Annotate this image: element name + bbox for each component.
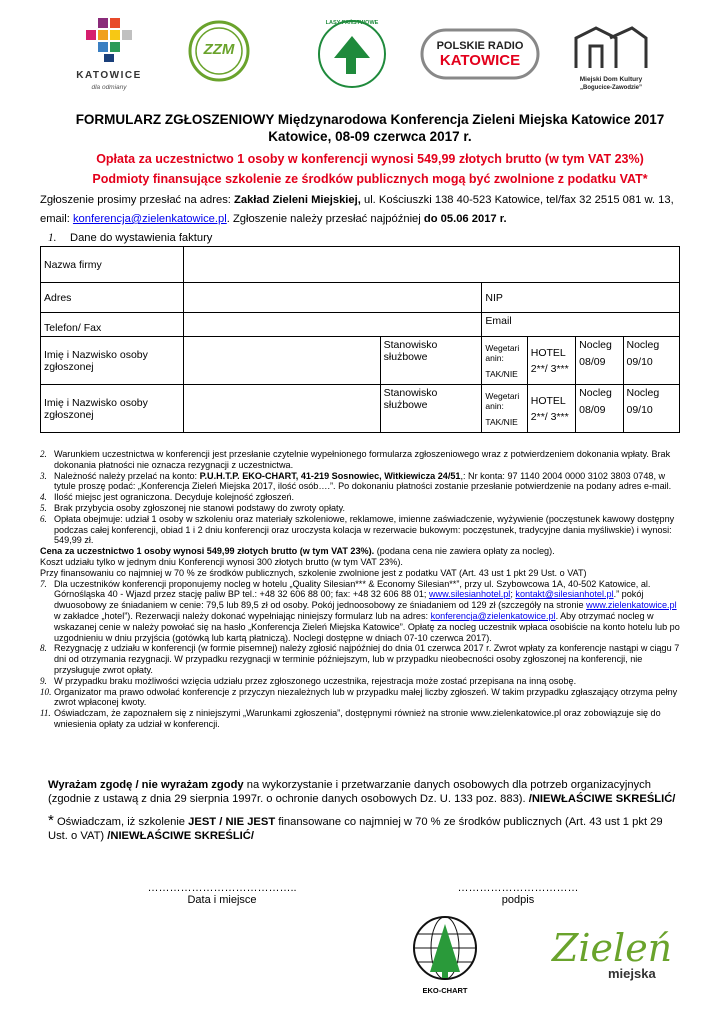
note-7-num: 7.	[40, 578, 47, 589]
submission-address	[40, 193, 690, 207]
note-6-num: 6.	[40, 513, 47, 524]
lasy-panstwowe-logo	[316, 14, 388, 94]
submission-email-line	[40, 212, 690, 226]
hotel-website-link[interactable]: www.silesianhotel.pl	[428, 589, 511, 600]
consent-choice: Wyrażam zgodę / nie wyrażam zgody	[48, 779, 244, 791]
row-person-1	[41, 337, 680, 385]
nocleg2-0910[interactable]	[623, 385, 680, 433]
signature-label: podpis	[501, 894, 535, 906]
row-person-2	[41, 385, 680, 433]
fee-line: Opłata za uczestnictwo 1 osoby w konferencji wynosi 549,99 złotych brutto (w tym VAT 23%)	[96, 152, 644, 166]
email-label: email:	[40, 213, 73, 225]
note-5-num: 5.	[40, 502, 47, 513]
note-2	[40, 449, 685, 471]
address-input[interactable]	[184, 283, 482, 313]
vegetarian2-option: TAK/NIE	[485, 417, 518, 427]
note-7-t5: . Aby otrzymać nocleg w wskazanej cenie w należy powołać się na hasło „Konferencja Zieleń Miejska Katowice”. Opłatę za nocleg uczestnik wpłaca osobiście na konto hotelu lub po uzgodnieniu w dniu przyjścia (gotówką lub kartą płatniczą). Noclegi dostępne w dniach 07-10 czerwca 2017).	[54, 610, 680, 643]
note-8-text: Rezygnację z udziału w konferencji (w formie pisemnej) należy zgłosić najpóźniej do dnia 01 czerwca 2017 r. Zwrot wpłaty za konferencje nastąpi w ciągu 7 dni od otrzymania rezygnacji. W przypadku rezygnacji w terminie późniejszym, lub w przypadku nieobecności osoby zgłoszonej na konferencji, nie przysługuje zwrot opłaty.	[54, 643, 680, 675]
header-logos	[0, 14, 725, 104]
nocleg1-0809[interactable]	[576, 337, 623, 385]
nocleg2a-label: Nocleg	[579, 387, 612, 399]
declaration-strike-note: /NIEWŁAŚCIWE SKREŚLIĆ/	[107, 830, 254, 842]
conference-email-link[interactable]: konferencja@zielenkatowice.pl	[430, 610, 556, 621]
polskie-radio-logo	[420, 28, 540, 80]
katowice-name: KATOWICE	[76, 70, 142, 81]
nocleg2b-date: 09/10	[626, 404, 653, 416]
zielen-word: Zieleń	[552, 926, 673, 970]
note-3-pre: Należność należy przelać na konto:	[54, 470, 200, 481]
note-6	[40, 514, 685, 546]
one-day-cost: Koszt udziału tylko w jednym dniu Konferencji wynosi 300 złotych brutto (w tym VAT 23%).	[40, 556, 403, 567]
section1-num: 1.	[48, 232, 57, 244]
page-title	[40, 111, 700, 145]
data-consent	[48, 778, 680, 806]
conference-website-link[interactable]: www.zielenkatowice.pl	[586, 600, 677, 611]
zzm-name: ZZM	[203, 41, 235, 58]
mdk-line1: Miejski Dom Kultury	[579, 76, 643, 83]
consent-strike-note: /NIEWŁAŚCIWE SKREŚLIĆ/	[528, 793, 676, 805]
eko-chart-globe-icon	[412, 914, 478, 992]
note-5	[40, 503, 685, 514]
note-10-num: 10.	[40, 686, 52, 697]
date-place-dots: …………………………………..	[147, 882, 297, 894]
declaration-star: *	[48, 812, 54, 829]
note-2-text: Warunkiem uczestnictwa w konferencji jest przesłanie czytelnie wypełnionego formularza zgłoszeniowego wraz z potwierdzeniem dokonania wpłaty. Brak dokonania płatności nie oznacza rezygnacji z uczestnictwa.	[54, 449, 671, 470]
lasy-name: LASY PAŃSTWOWE	[325, 20, 379, 26]
person1-input[interactable]	[184, 337, 381, 385]
hotel1-field[interactable]	[527, 337, 575, 385]
hotel1-stars: 2**/ 3***	[530, 362, 569, 375]
submission-text3: . Zgłoszenie należy przesłać najpóźniej	[226, 213, 424, 225]
section1-heading	[48, 231, 698, 245]
address-label: Adres	[41, 283, 184, 313]
company-input[interactable]	[184, 247, 680, 283]
eko-chart-logo	[412, 914, 478, 1004]
note-3-bank-name: P.U.H.T.P. EKO-CHART, 41-219 Sosnowiec, Witkiewicza 24/51	[199, 470, 461, 481]
funding-declaration	[48, 814, 680, 843]
note-3-post: ,: Nr konta: 97 1140 2004 0000 3102 3803 0748, w tytule proszę podać: „Konferencja Zieleń Miejska 2017, ilość osób….”. Po dokonaniu płatności zostanie przesłanie potwierdzenie na podany adres e-mail.	[54, 470, 672, 492]
note-2-num: 2.	[40, 449, 47, 459]
nocleg1-0910[interactable]	[623, 337, 680, 385]
note-3-num: 3.	[40, 470, 47, 481]
nocleg1a-label: Nocleg	[579, 339, 612, 351]
vat-exemption-line: Podmioty finansujące szkolenie ze środków publicznych mogą być zwolnione z podatku VAT*	[92, 172, 648, 186]
note-8-num: 8.	[40, 643, 47, 654]
mdk-building-icon	[566, 24, 656, 72]
miejska-word: miejska	[608, 966, 656, 981]
mdk-line2: „Bogucice-Zawodzie”	[579, 85, 642, 91]
row-phone	[41, 313, 680, 337]
submission-email-link[interactable]: konferencja@zielenkatowice.pl	[72, 213, 227, 225]
note-11-num: 11.	[40, 708, 51, 719]
note-7-t1: Dla uczestników konferencji proponujemy nocleg w hotelu „Quality Silesian*** & Economy Silesian**”, przy ul. Szybowcowa 1A, 40-502 Katowice, al. Górnośląska 40 - Wjazd przez stację paliw BP tel.: +48 32 606 88 00; fax: +48 32 606 88 01;	[54, 578, 651, 600]
note-7-t3: .” pokój dwuosobowy ze śniadaniem w cenie: 79,5 lub 89,5 zł od osoby. Pokój jednoosobowy ze śniadaniem od 129 zł (szczegóły na stronie	[54, 589, 644, 611]
radio-line1: POLSKIE RADIO	[436, 40, 524, 52]
date-place-label: Data i miejsce	[187, 894, 257, 906]
position1-label: Stanowisko służbowe	[383, 339, 438, 363]
title-line2: Katowice, 08-09 czerwca 2017 r.	[268, 129, 472, 144]
consent-text: na wykorzystanie i przetwarzanie danych osobowych dla potrzeb organizacyjnych (zgodnie z ustawą z dnia 29 sierpnia 1997r. o ochronie danych osobowych Dz. U. 133 poz. 883).	[48, 779, 651, 805]
vegetarian2-label: Wegetari anin:	[485, 391, 520, 411]
vegetarian2-field[interactable]	[482, 385, 527, 433]
note-9	[40, 676, 685, 687]
zzm-logo	[188, 20, 250, 82]
note-8	[40, 643, 685, 675]
note-9-text: W przypadku braku możliwości wzięcia udziału przez zgłoszonego uczestnika, rejestracja może zostać przepisana na inną osobę.	[54, 675, 577, 686]
declaration-t2: finansowane co najmniej w 70 % ze środków publicznych (Art. 43 ust 1 pkt 29 Ust. o VAT)	[48, 816, 663, 842]
position1-field[interactable]	[380, 337, 482, 385]
note-11-text: Oświadczam, że zapoznałem się z niniejszymi „Warunkami zgłoszenia”, dostępnymi również na stronie www.zielenkatowice.pl oraz zobowiązuje się do wniesienia opłaty za udział w konferencji.	[54, 708, 661, 729]
conditions-list	[40, 449, 685, 730]
signature-field[interactable]	[448, 882, 588, 906]
note-7-t2: ;	[510, 589, 516, 600]
company-label: Nazwa firmy	[41, 247, 184, 283]
note-10	[40, 687, 685, 709]
invoice-form-table	[40, 246, 680, 433]
person2-input[interactable]	[184, 385, 381, 433]
nocleg2-0809[interactable]	[576, 385, 623, 433]
phone-label: Telefon/ Fax	[41, 313, 184, 337]
nocleg1b-date: 09/10	[626, 356, 653, 368]
person1-label: Imię i Nazwisko osoby zgłoszonej	[41, 337, 184, 385]
email-field-label: Email	[485, 315, 512, 327]
position2-label: Stanowisko służbowe	[383, 387, 438, 411]
submission-text2: ul. Kościuszki 138 40-523 Katowice, tel/fax 32 2515 081 w. 13,	[360, 194, 674, 206]
zielen-miejska-logo	[552, 926, 673, 996]
note-9-num: 9.	[40, 675, 47, 686]
eko-chart-name: EKO-CHART	[422, 986, 468, 995]
nip-label: NIP	[485, 291, 503, 304]
hotel2-field[interactable]	[527, 385, 575, 433]
phone-input[interactable]	[184, 313, 482, 337]
hotel-email-link[interactable]: kontakt@silesianhotel.pl	[515, 589, 614, 600]
note-7-t4: w zakładce „hotel”). Rezerwacji należy dokonać wypełniając niniejszy formularz lub na adres:	[54, 610, 431, 621]
row-address	[41, 283, 680, 313]
nip-field[interactable]	[482, 283, 680, 313]
submission-org: Zakład Zieleni Miejskiej,	[234, 194, 361, 206]
section1-label: Dane do wystawienia faktury	[70, 232, 213, 244]
note-4-text: Ilość miejsc jest ograniczona. Decyduje kolejność zgłoszeń.	[54, 492, 295, 503]
email-field[interactable]	[482, 313, 680, 337]
declaration-t1: Oświadczam, iż szkolenie	[53, 816, 189, 828]
vegetarian1-label: Wegetari anin:	[485, 343, 520, 363]
person2-label: Imię i Nazwisko osoby zgłoszonej	[41, 385, 184, 433]
vegetarian1-option: TAK/NIE	[485, 369, 518, 379]
vegetarian1-field[interactable]	[482, 337, 527, 385]
note-7	[40, 579, 685, 644]
hotel2-stars: 2**/ 3***	[530, 410, 569, 423]
row-company	[41, 247, 680, 283]
price-bold: Cena za uczestnictwo 1 osoby wynosi 549,99 złotych brutto (w tym VAT 23%).	[40, 546, 375, 557]
katowice-mosaic-icon	[74, 16, 144, 66]
radio-line2: KATOWICE	[439, 52, 521, 69]
date-place-field[interactable]	[142, 882, 302, 906]
note-6-text: Opłata obejmuje: udział 1 osoby w szkoleniu oraz materiały szkoleniowe, reklamowe, imienne zaświadczenie, wyżywienie (poczęstunek kawowy dostępny podczas całej konferencji, obiad 1 i 2 dniu konferencji oraz uroczysta kolacja w rezerwacie bukowym: poczęstunek, tradycyjne dania myśliwskie) i wynosi: 549,99 zł.	[54, 513, 675, 546]
nocleg2a-date: 08/09	[579, 404, 606, 416]
submission-text1: Zgłoszenie prosimy przesłać na adres:	[40, 194, 235, 206]
katowice-tagline: dla odmiany	[91, 84, 127, 91]
signature-dots: ……………………………	[457, 882, 579, 894]
title-line1: FORMULARZ ZGŁOSZENIOWY Międzynarodowa Konferencja Zieleni Miejska Katowice 2017	[75, 112, 665, 127]
public-funding-note: Przy finansowaniu co najmniej w 70 % ze środków publicznych, szkolenie zwolnione jest z podatku VAT (Art. 43 ust 1 pkt 29 Ust. o VAT)	[40, 567, 587, 578]
submission-deadline: do 05.06 2017 r.	[423, 213, 507, 225]
katowice-logo	[74, 16, 144, 96]
note-3	[40, 471, 685, 493]
nocleg2b-label: Nocleg	[626, 387, 660, 399]
note-4	[40, 492, 685, 503]
nocleg1b-label: Nocleg	[626, 339, 660, 351]
note-4-num: 4.	[40, 492, 47, 503]
nocleg1a-date: 08/09	[579, 356, 606, 368]
price-rest: (podana cena nie zawiera opłaty za nocleg).	[374, 546, 555, 557]
lasy-tree-icon	[316, 14, 388, 94]
declaration-choice: JEST / NIE JEST	[188, 816, 276, 828]
hotel2-label: HOTEL	[530, 394, 566, 407]
position2-field[interactable]	[380, 385, 482, 433]
price-line	[40, 546, 685, 557]
note-11	[40, 708, 685, 730]
note-5-text: Brak przybycia osoby zgłoszonej nie stanowi podstawy do zwroty opłaty.	[54, 502, 345, 513]
mdk-logo	[566, 24, 656, 104]
note-10-text: Organizator ma prawo odwołać konferencje z przyczyn niezależnych lub w przypadku małej liczby zgłoszeń. W takim przypadku zgłaszający otrzyma pełny zwrot wpłaconej kwoty.	[54, 686, 678, 708]
hotel1-label: HOTEL	[530, 346, 566, 359]
